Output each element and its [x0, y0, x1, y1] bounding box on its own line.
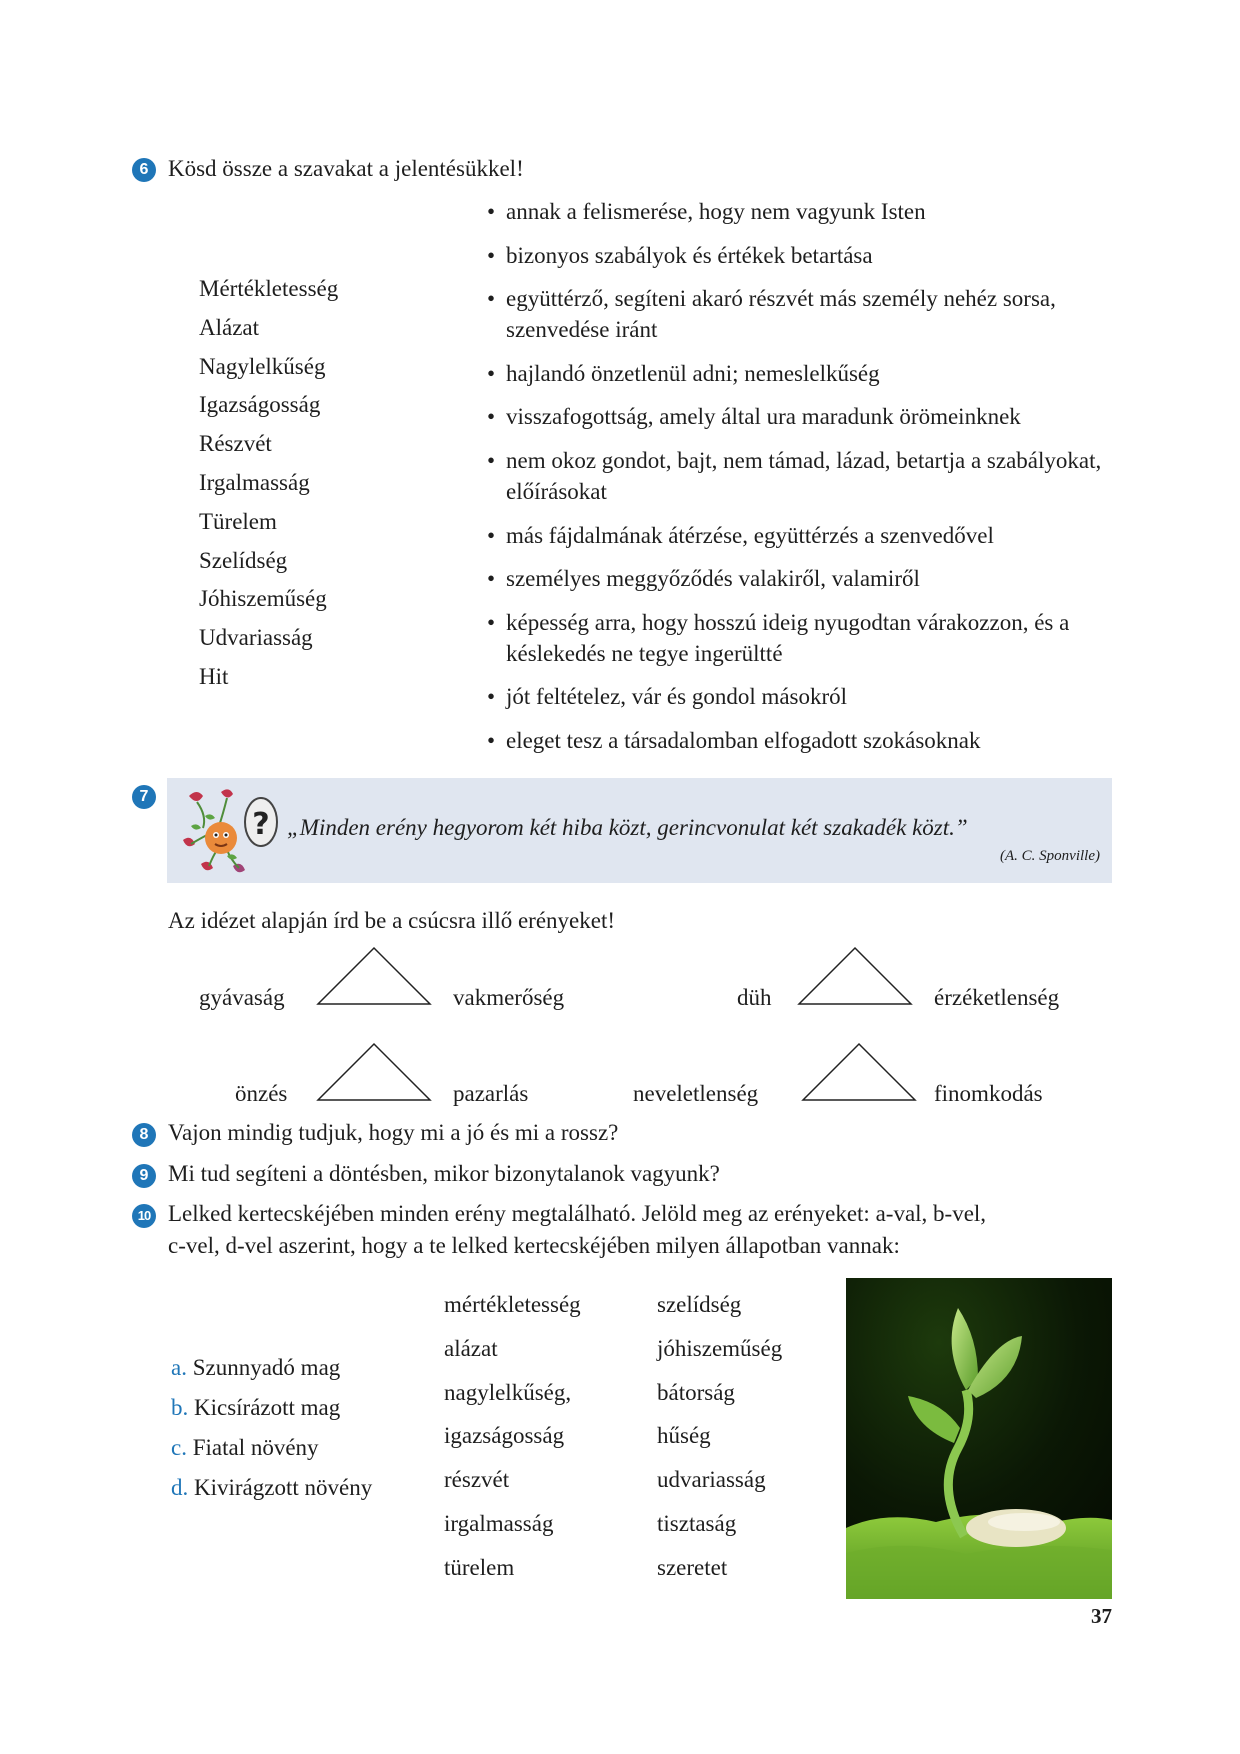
- word-item: Hit: [199, 663, 229, 689]
- definition-item: • eleget tesz a társadalomban elfogadott szokásoknak: [487, 725, 1107, 756]
- word-list: [199, 270, 338, 697]
- vice-right: pazarlás: [453, 1081, 529, 1106]
- virtue-item: hűség: [657, 1423, 711, 1449]
- exercise-number-9: 9: [132, 1164, 156, 1188]
- quote-text: „Minden erény hegyorom két hiba közt, gerincvonulat két szakadék közt.”: [287, 815, 968, 840]
- option-label: Kivirágzott növény: [194, 1475, 373, 1500]
- word-item: Jóhiszeműség: [199, 586, 327, 612]
- triangle-blank: [316, 1042, 432, 1104]
- option-letter: c.: [171, 1435, 187, 1460]
- option-label: Kicsírázott mag: [194, 1395, 341, 1420]
- triangle-blank: [316, 946, 432, 1008]
- svg-text:?: ?: [252, 807, 270, 842]
- option-letter: d.: [171, 1475, 189, 1500]
- option-item: [171, 1428, 372, 1468]
- word-item: Irgalmasság: [199, 469, 310, 495]
- definition-item: • képesség arra, hogy hosszú ideig nyugodtan várakozzon, és a késlekedés ne tegye ingerültté: [487, 607, 1107, 669]
- definition-list: [487, 196, 1107, 769]
- virtue-item: alázat: [444, 1335, 498, 1361]
- option-list: [171, 1348, 372, 1508]
- word-item: Udvariasság: [199, 625, 313, 651]
- virtue-item: mértékletesség: [444, 1292, 581, 1317]
- virtue-item: szelídség: [657, 1292, 742, 1317]
- word-item: Alázat: [199, 314, 260, 340]
- option-item: [171, 1348, 372, 1388]
- definition-item: • személyes meggyőződés valakiről, valamiről: [487, 563, 1107, 594]
- word-item: Részvét: [199, 431, 272, 457]
- triangle-blank: [801, 1042, 917, 1104]
- word-item: Igazságosság: [199, 392, 321, 418]
- virtue-item: irgalmasság: [444, 1510, 554, 1536]
- page-number: 37: [1091, 1604, 1112, 1628]
- virtue-item: jóhiszeműség: [657, 1335, 783, 1361]
- exercise-6-instruction: Kösd össze a szavakat a jelentésükkel!: [168, 156, 524, 181]
- option-letter: b.: [171, 1395, 189, 1420]
- sprouting-seed-photo: [846, 1278, 1112, 1599]
- option-letter: a.: [171, 1355, 187, 1380]
- virtue-item: türelem: [444, 1554, 515, 1580]
- virtue-column-1: [444, 1283, 581, 1590]
- definition-item: • annak a felismerése, hogy nem vagyunk Isten: [487, 196, 1107, 227]
- definition-item: • jót feltételez, vár és gondol másokról: [487, 681, 1107, 712]
- vice-left: önzés: [235, 1081, 288, 1106]
- vice-right: vakmerőség: [453, 985, 565, 1010]
- exercise-10-text-line2: c-vel, d-vel aszerint, hogy a te lelked kertecskéjében milyen állapotban vannak:: [168, 1233, 900, 1258]
- exercise-10-text-line1: Lelked kertecskéjében minden erény megtalálható. Jelöld meg az erényeket: a-val, b-vel,: [168, 1201, 987, 1226]
- virtue-item: igazságosság: [444, 1423, 565, 1449]
- definition-item: • együttérző, segíteni akaró részvét más személy nehéz sorsa, szenvedése iránt: [487, 283, 1107, 345]
- virtue-item: tisztaság: [657, 1510, 737, 1536]
- virtue-column-2: [657, 1283, 782, 1590]
- vice-left: neveletlenség: [633, 1081, 759, 1106]
- virtue-item: bátorság: [657, 1379, 735, 1405]
- quote-author: (A. C. Sponville): [1000, 848, 1100, 864]
- exercise-number-7: 7: [132, 785, 156, 809]
- exercise-7-instruction: Az idézet alapján írd be a csúcsra illő erényeket!: [168, 908, 615, 933]
- exercise-number-10: 10: [132, 1204, 156, 1228]
- word-item: Mértékletesség: [199, 276, 339, 301]
- word-item: Türelem: [199, 508, 277, 534]
- quote-box: [167, 778, 1112, 883]
- exercise-number-8: 8: [132, 1123, 156, 1147]
- virtue-item: nagylelkűség,: [444, 1379, 572, 1405]
- virtue-item: udvariasság: [657, 1467, 766, 1493]
- vice-left: gyávaság: [199, 985, 285, 1010]
- definition-item: • visszafogottság, amely által ura maradunk örömeinknek: [487, 401, 1107, 432]
- triangle-blank: [797, 946, 913, 1008]
- option-item: [171, 1388, 372, 1428]
- exercise-number-6: 6: [132, 158, 156, 182]
- exercise-8-question: Vajon mindig tudjuk, hogy mi a jó és mi a rossz?: [168, 1120, 619, 1145]
- vice-left: düh: [737, 985, 772, 1010]
- vice-right: finomkodás: [934, 1081, 1043, 1106]
- vice-right: érzéketlenség: [934, 985, 1060, 1010]
- option-label: Fiatal növény: [192, 1435, 319, 1460]
- exercise-9-question: Mi tud segíteni a döntésben, mikor bizonytalanok vagyunk?: [168, 1161, 720, 1186]
- flower-thinking-face-icon: [179, 786, 281, 876]
- option-label: Szunnyadó mag: [192, 1355, 341, 1380]
- option-item: [171, 1468, 372, 1508]
- virtue-item: részvét: [444, 1467, 510, 1493]
- definition-item: • más fájdalmának átérzése, együttérzés a szenvedővel: [487, 520, 1107, 551]
- virtue-item: szeretet: [657, 1554, 728, 1580]
- definition-item: • hajlandó önzetlenül adni; nemeslelkűség: [487, 358, 1107, 389]
- word-item: Nagylelkűség: [199, 353, 326, 379]
- definition-item: • nem okoz gondot, bajt, nem támad, lázad, betartja a szabályokat, előírásokat: [487, 445, 1107, 507]
- definition-item: • bizonyos szabályok és értékek betartása: [487, 240, 1107, 271]
- word-item: Szelídség: [199, 547, 288, 573]
